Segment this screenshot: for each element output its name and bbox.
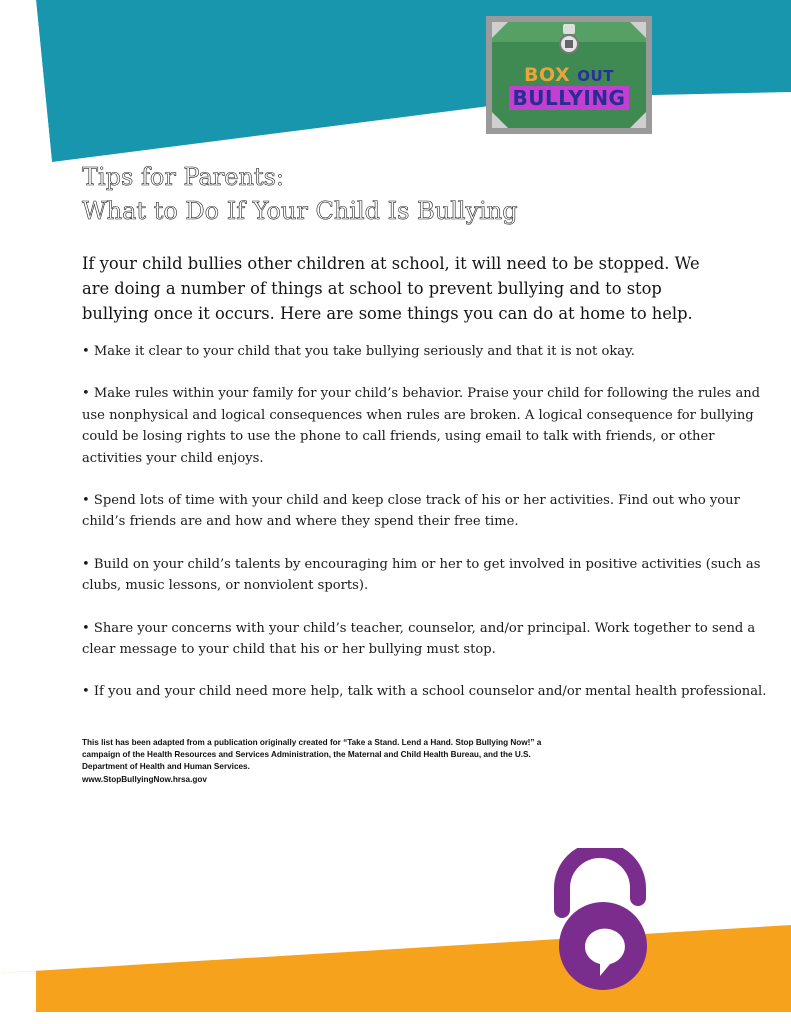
page-title	[82, 160, 702, 228]
tip-item: • Make rules within your family for your child’s behavior. Praise your child for following the rules and use nonphysical and logical consequences when rules are broken. A logical consequence for bullying could be losing rights to use the phone to call friends, using email to talk with friends, or other activities your child enjoys.	[82, 386, 761, 466]
footnote-url: www.StopBullyingNow.hrsa.gov	[82, 774, 207, 784]
tips-list	[82, 341, 772, 724]
tip-item: • If you and your child need more help, talk with a school counselor and/or mental health professional.	[82, 684, 767, 700]
logo-word-bullying: BULLYING	[509, 86, 630, 110]
logo-word-out: OUT	[577, 67, 614, 85]
title-line-2: What to Do If Your Child Is Bullying	[82, 197, 518, 225]
intro-paragraph: If your child bullies other children at school, it will need to be stopped. We are doing a number of things at school to prevent bullying and to stop bullying once it occurs. Here are some things you can do at home to help.	[82, 254, 700, 323]
tip-item: • Build on your child’s talents by encouraging him or her to get involved in positive activities (such as clubs, music lessons, or nonviolent sports).	[82, 556, 761, 594]
top-teal-band	[0, 0, 791, 170]
bottom-orange-band	[0, 925, 791, 1024]
source-footnote	[82, 737, 562, 786]
logo-box-out-text	[486, 64, 652, 86]
tip-item: • Make it clear to your child that you take bullying seriously and that it is not okay.	[82, 344, 635, 359]
logo-word-box: BOX	[524, 64, 571, 86]
open-padlock-icon	[548, 848, 658, 998]
tip-item: • Share your concerns with your child’s teacher, counselor, and/or principal. Work together to send a clear message to your child that his or her bullying must stop.	[82, 620, 756, 658]
title-line-1: Tips for Parents:	[82, 163, 284, 191]
box-out-bullying-logo	[486, 16, 652, 134]
tip-item: • Spend lots of time with your child and keep close track of his or her activities. Find out who your child’s friends are and how and where they spend their free time.	[82, 493, 740, 530]
footnote-text: This list has been adapted from a publication originally created for “Take a Stand. Lend a Hand. Stop Bullying Now!” a campaign of the Health Resources and Services Administration, the Maternal and Child Health Bureau, and the U.S. Department of Health and Human Services.	[82, 738, 542, 772]
logo-bullying-text	[486, 86, 652, 110]
